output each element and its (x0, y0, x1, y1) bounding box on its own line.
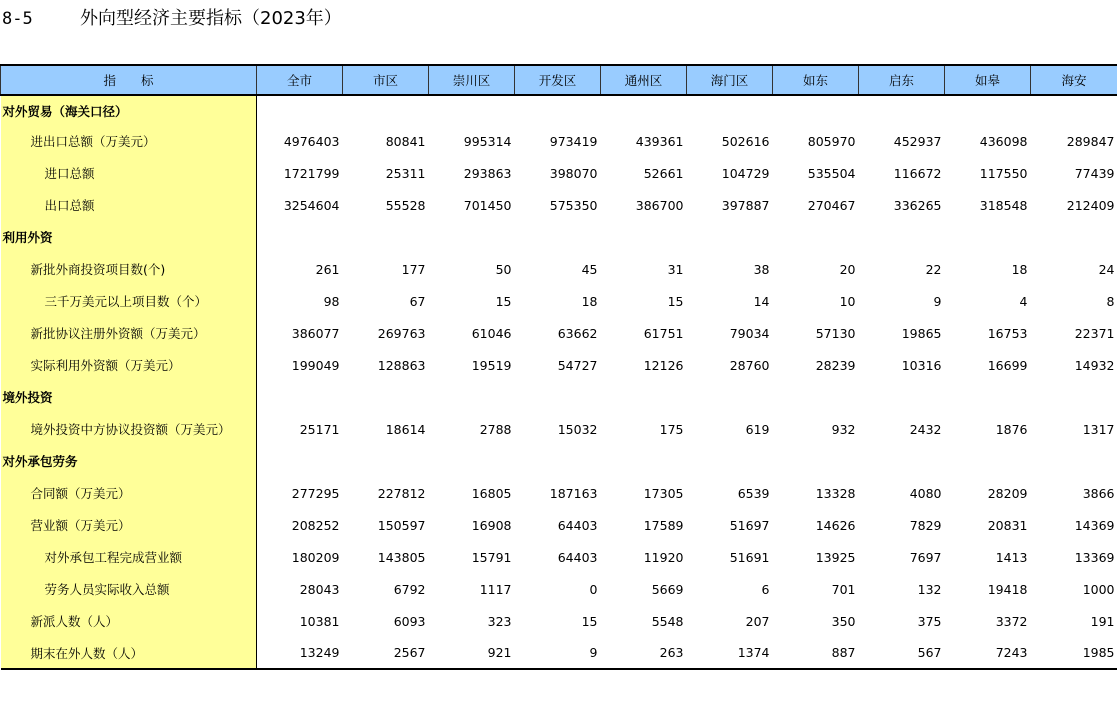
value-cell: 208252 (291, 517, 340, 533)
value-cell: 28760 (729, 357, 770, 373)
value-cell: 63662 (557, 325, 598, 341)
value-cell (773, 95, 859, 125)
value-cell (343, 445, 429, 477)
table-number: 8-5 (2, 9, 33, 29)
value-cell: 386077 (291, 325, 340, 341)
table-row (1, 509, 1117, 541)
value-cell (773, 221, 859, 253)
value-cell (515, 221, 601, 253)
value-cell: 7243 (945, 637, 1031, 669)
value-cell: 350 (831, 613, 856, 629)
value-cell: 13328 (815, 485, 856, 501)
value-cell: 177 (401, 261, 426, 277)
indicator-table (0, 64, 1117, 670)
value-cell: 375 (917, 613, 942, 629)
value-cell: 143805 (377, 549, 426, 565)
value-cell (773, 381, 859, 413)
value-cell: 439361 (635, 133, 684, 149)
indicator-label: 新派人数（人） (1, 605, 257, 637)
section-row (1, 221, 1117, 253)
indicator-label: 境外投资中方协议投资额（万美元） (1, 413, 257, 445)
value-cell: 575350 (549, 197, 598, 213)
value-cell: 5548 (651, 613, 684, 629)
value-cell: 52661 (643, 165, 684, 181)
value-cell: 16753 (987, 325, 1028, 341)
value-cell: 18 (581, 293, 598, 309)
value-cell: 452937 (893, 133, 942, 149)
indicator-label: 劳务人员实际收入总额 (1, 573, 257, 605)
value-cell: 16805 (471, 485, 512, 501)
value-cell: 57130 (815, 325, 856, 341)
value-cell: 64403 (557, 549, 598, 565)
value-cell: 61046 (471, 325, 512, 341)
value-cell: 1721799 (283, 165, 340, 181)
value-cell: 191 (1090, 613, 1115, 629)
value-cell: 12126 (643, 357, 684, 373)
table-row (1, 253, 1117, 285)
section-label: 利用外资 (1, 221, 257, 253)
value-cell (343, 381, 429, 413)
header-row (1, 65, 1117, 95)
table-body (1, 95, 1117, 669)
value-cell: 323 (487, 613, 512, 629)
value-cell (859, 95, 945, 125)
column-header: 全市 (257, 65, 343, 95)
value-cell: 55528 (385, 197, 426, 213)
value-cell: 13249 (257, 637, 343, 669)
value-cell: 4080 (909, 485, 942, 501)
value-cell: 38 (753, 261, 770, 277)
value-cell (687, 95, 773, 125)
value-cell: 2432 (909, 421, 942, 437)
value-cell: 3372 (995, 613, 1028, 629)
value-cell: 10316 (901, 357, 942, 373)
indicator-label: 出口总额 (1, 189, 257, 221)
indicator-label: 期末在外人数（人） (1, 637, 257, 669)
value-cell: 25171 (299, 421, 340, 437)
value-cell (429, 221, 515, 253)
value-cell: 19519 (471, 357, 512, 373)
value-cell: 22 (925, 261, 942, 277)
header-indicator: 指 标 (1, 65, 257, 95)
value-cell: 3866 (1082, 485, 1115, 501)
value-cell (515, 95, 601, 125)
value-cell: 18614 (385, 421, 426, 437)
table-row (1, 605, 1117, 637)
column-header: 海安 (1031, 65, 1117, 95)
value-cell (859, 381, 945, 413)
value-cell: 18 (1011, 261, 1028, 277)
table-row (1, 477, 1117, 509)
value-cell: 14369 (1074, 517, 1115, 533)
indicator-label: 实际利用外资额（万美元） (1, 349, 257, 381)
table-row (1, 637, 1117, 669)
value-cell: 398070 (549, 165, 598, 181)
value-cell: 77439 (1074, 165, 1115, 181)
column-header: 市区 (343, 65, 429, 95)
column-header: 启东 (859, 65, 945, 95)
column-header: 崇川区 (429, 65, 515, 95)
value-cell (859, 445, 945, 477)
value-cell: 887 (773, 637, 859, 669)
value-cell: 15032 (557, 421, 598, 437)
table-row (1, 413, 1117, 445)
value-cell: 1317 (1082, 421, 1115, 437)
value-cell: 17589 (643, 517, 684, 533)
title-row (0, 6, 1117, 32)
indicator-label: 三千万美元以上项目数（个） (1, 285, 257, 317)
value-cell: 270467 (807, 197, 856, 213)
value-cell: 14 (753, 293, 770, 309)
value-cell: 180209 (291, 549, 340, 565)
value-cell (343, 221, 429, 253)
value-cell: 6 (761, 581, 770, 597)
section-label: 境外投资 (1, 381, 257, 413)
value-cell: 6539 (737, 485, 770, 501)
value-cell (687, 381, 773, 413)
value-cell: 117550 (979, 165, 1028, 181)
value-cell: 199049 (291, 357, 340, 373)
value-cell: 502616 (721, 133, 770, 149)
value-cell: 227812 (377, 485, 426, 501)
value-cell: 7829 (909, 517, 942, 533)
value-cell (687, 445, 773, 477)
value-cell (1031, 221, 1117, 253)
value-cell (515, 381, 601, 413)
section-label: 对外贸易（海关口径） (1, 95, 257, 125)
column-header: 开发区 (515, 65, 601, 95)
value-cell (601, 381, 687, 413)
section-label: 对外承包劳务 (1, 445, 257, 477)
value-cell: 318548 (979, 197, 1028, 213)
value-cell: 13369 (1074, 549, 1115, 565)
value-cell (429, 381, 515, 413)
value-cell: 9 (515, 637, 601, 669)
value-cell: 5669 (651, 581, 684, 597)
value-cell: 6792 (393, 581, 426, 597)
value-cell: 2567 (343, 637, 429, 669)
value-cell: 15 (667, 293, 684, 309)
value-cell: 14626 (815, 517, 856, 533)
value-cell: 701450 (463, 197, 512, 213)
value-cell: 14932 (1074, 357, 1115, 373)
value-cell: 0 (589, 581, 598, 597)
indicator-label: 进口总额 (1, 157, 257, 189)
value-cell: 8 (1106, 293, 1115, 309)
section-row (1, 445, 1117, 477)
value-cell (945, 221, 1031, 253)
value-cell: 1413 (995, 549, 1028, 565)
value-cell (945, 381, 1031, 413)
value-cell: 4976403 (283, 133, 340, 149)
value-cell: 16908 (471, 517, 512, 533)
value-cell (601, 95, 687, 125)
value-cell (257, 221, 343, 253)
value-cell: 277295 (291, 485, 340, 501)
value-cell (1031, 445, 1117, 477)
value-cell: 28043 (299, 581, 340, 597)
section-row (1, 95, 1117, 125)
value-cell: 98 (323, 293, 340, 309)
value-cell: 51691 (729, 549, 770, 565)
value-cell (773, 445, 859, 477)
column-header: 如东 (773, 65, 859, 95)
value-cell: 187163 (549, 485, 598, 501)
table-row (1, 573, 1117, 605)
value-cell: 2788 (479, 421, 512, 437)
value-cell: 54727 (557, 357, 598, 373)
value-cell: 10381 (299, 613, 340, 629)
value-cell: 1374 (687, 637, 773, 669)
value-cell: 51697 (729, 517, 770, 533)
value-cell: 116672 (893, 165, 942, 181)
section-row (1, 381, 1117, 413)
value-cell (945, 95, 1031, 125)
value-cell: 805970 (807, 133, 856, 149)
value-cell: 28209 (987, 485, 1028, 501)
value-cell: 132 (917, 581, 942, 597)
value-cell: 932 (831, 421, 856, 437)
value-cell: 207 (745, 613, 770, 629)
value-cell: 25311 (385, 165, 426, 181)
value-cell: 336265 (893, 197, 942, 213)
table-row (1, 317, 1117, 349)
value-cell: 3254604 (283, 197, 340, 213)
value-cell: 386700 (635, 197, 684, 213)
value-cell (515, 445, 601, 477)
table-row (1, 125, 1117, 157)
value-cell: 1117 (479, 581, 512, 597)
value-cell: 701 (831, 581, 856, 597)
value-cell: 619 (745, 421, 770, 437)
value-cell: 80841 (385, 133, 426, 149)
value-cell: 7697 (909, 549, 942, 565)
value-cell: 150597 (377, 517, 426, 533)
value-cell: 13925 (815, 549, 856, 565)
value-cell (687, 221, 773, 253)
value-cell (601, 221, 687, 253)
page-title: 外向型经济主要指标（2023年） (80, 8, 342, 29)
value-cell: 6093 (393, 613, 426, 629)
value-cell (343, 95, 429, 125)
value-cell: 61751 (643, 325, 684, 341)
value-cell: 1985 (1031, 637, 1117, 669)
value-cell: 17305 (643, 485, 684, 501)
value-cell: 567 (859, 637, 945, 669)
value-cell: 1876 (995, 421, 1028, 437)
value-cell: 15791 (471, 549, 512, 565)
value-cell: 28239 (815, 357, 856, 373)
value-cell: 289847 (1066, 133, 1115, 149)
column-header: 通州区 (601, 65, 687, 95)
value-cell: 67 (409, 293, 426, 309)
column-header: 海门区 (687, 65, 773, 95)
table-row (1, 541, 1117, 573)
value-cell: 269763 (377, 325, 426, 341)
value-cell: 535504 (807, 165, 856, 181)
value-cell: 436098 (979, 133, 1028, 149)
value-cell: 263 (601, 637, 687, 669)
table-row (1, 349, 1117, 381)
value-cell: 921 (429, 637, 515, 669)
table-row (1, 157, 1117, 189)
indicator-label: 进出口总额（万美元） (1, 125, 257, 157)
value-cell: 128863 (377, 357, 426, 373)
column-header: 如皋 (945, 65, 1031, 95)
value-cell: 19418 (987, 581, 1028, 597)
value-cell (601, 445, 687, 477)
value-cell: 397887 (721, 197, 770, 213)
value-cell: 4 (1019, 293, 1028, 309)
value-cell: 104729 (721, 165, 770, 181)
value-cell (1031, 381, 1117, 413)
value-cell: 20 (839, 261, 856, 277)
indicator-label: 营业额（万美元） (1, 509, 257, 541)
value-cell (945, 445, 1031, 477)
value-cell: 15 (581, 613, 598, 629)
indicator-label: 合同额（万美元） (1, 477, 257, 509)
value-cell: 50 (495, 261, 512, 277)
value-cell (859, 221, 945, 253)
value-cell: 19865 (901, 325, 942, 341)
value-cell: 64403 (557, 517, 598, 533)
value-cell: 45 (581, 261, 598, 277)
value-cell: 24 (1098, 261, 1115, 277)
value-cell: 20831 (987, 517, 1028, 533)
value-cell: 212409 (1066, 197, 1115, 213)
value-cell: 175 (659, 421, 684, 437)
table-row (1, 189, 1117, 221)
value-cell (257, 381, 343, 413)
value-cell: 973419 (549, 133, 598, 149)
value-cell: 79034 (729, 325, 770, 341)
value-cell: 10 (839, 293, 856, 309)
value-cell: 995314 (463, 133, 512, 149)
value-cell: 31 (667, 261, 684, 277)
value-cell (429, 95, 515, 125)
value-cell (257, 95, 343, 125)
indicator-label: 新批协议注册外资额（万美元） (1, 317, 257, 349)
value-cell: 293863 (463, 165, 512, 181)
value-cell (1031, 95, 1117, 125)
value-cell: 261 (315, 261, 340, 277)
value-cell: 9 (933, 293, 942, 309)
value-cell (257, 445, 343, 477)
indicator-label: 对外承包工程完成营业额 (1, 541, 257, 573)
value-cell: 16699 (987, 357, 1028, 373)
value-cell: 15 (495, 293, 512, 309)
table-row (1, 285, 1117, 317)
value-cell: 1000 (1082, 581, 1115, 597)
value-cell: 11920 (643, 549, 684, 565)
value-cell (429, 445, 515, 477)
indicator-label: 新批外商投资项目数(个) (1, 253, 257, 285)
value-cell: 22371 (1074, 325, 1115, 341)
